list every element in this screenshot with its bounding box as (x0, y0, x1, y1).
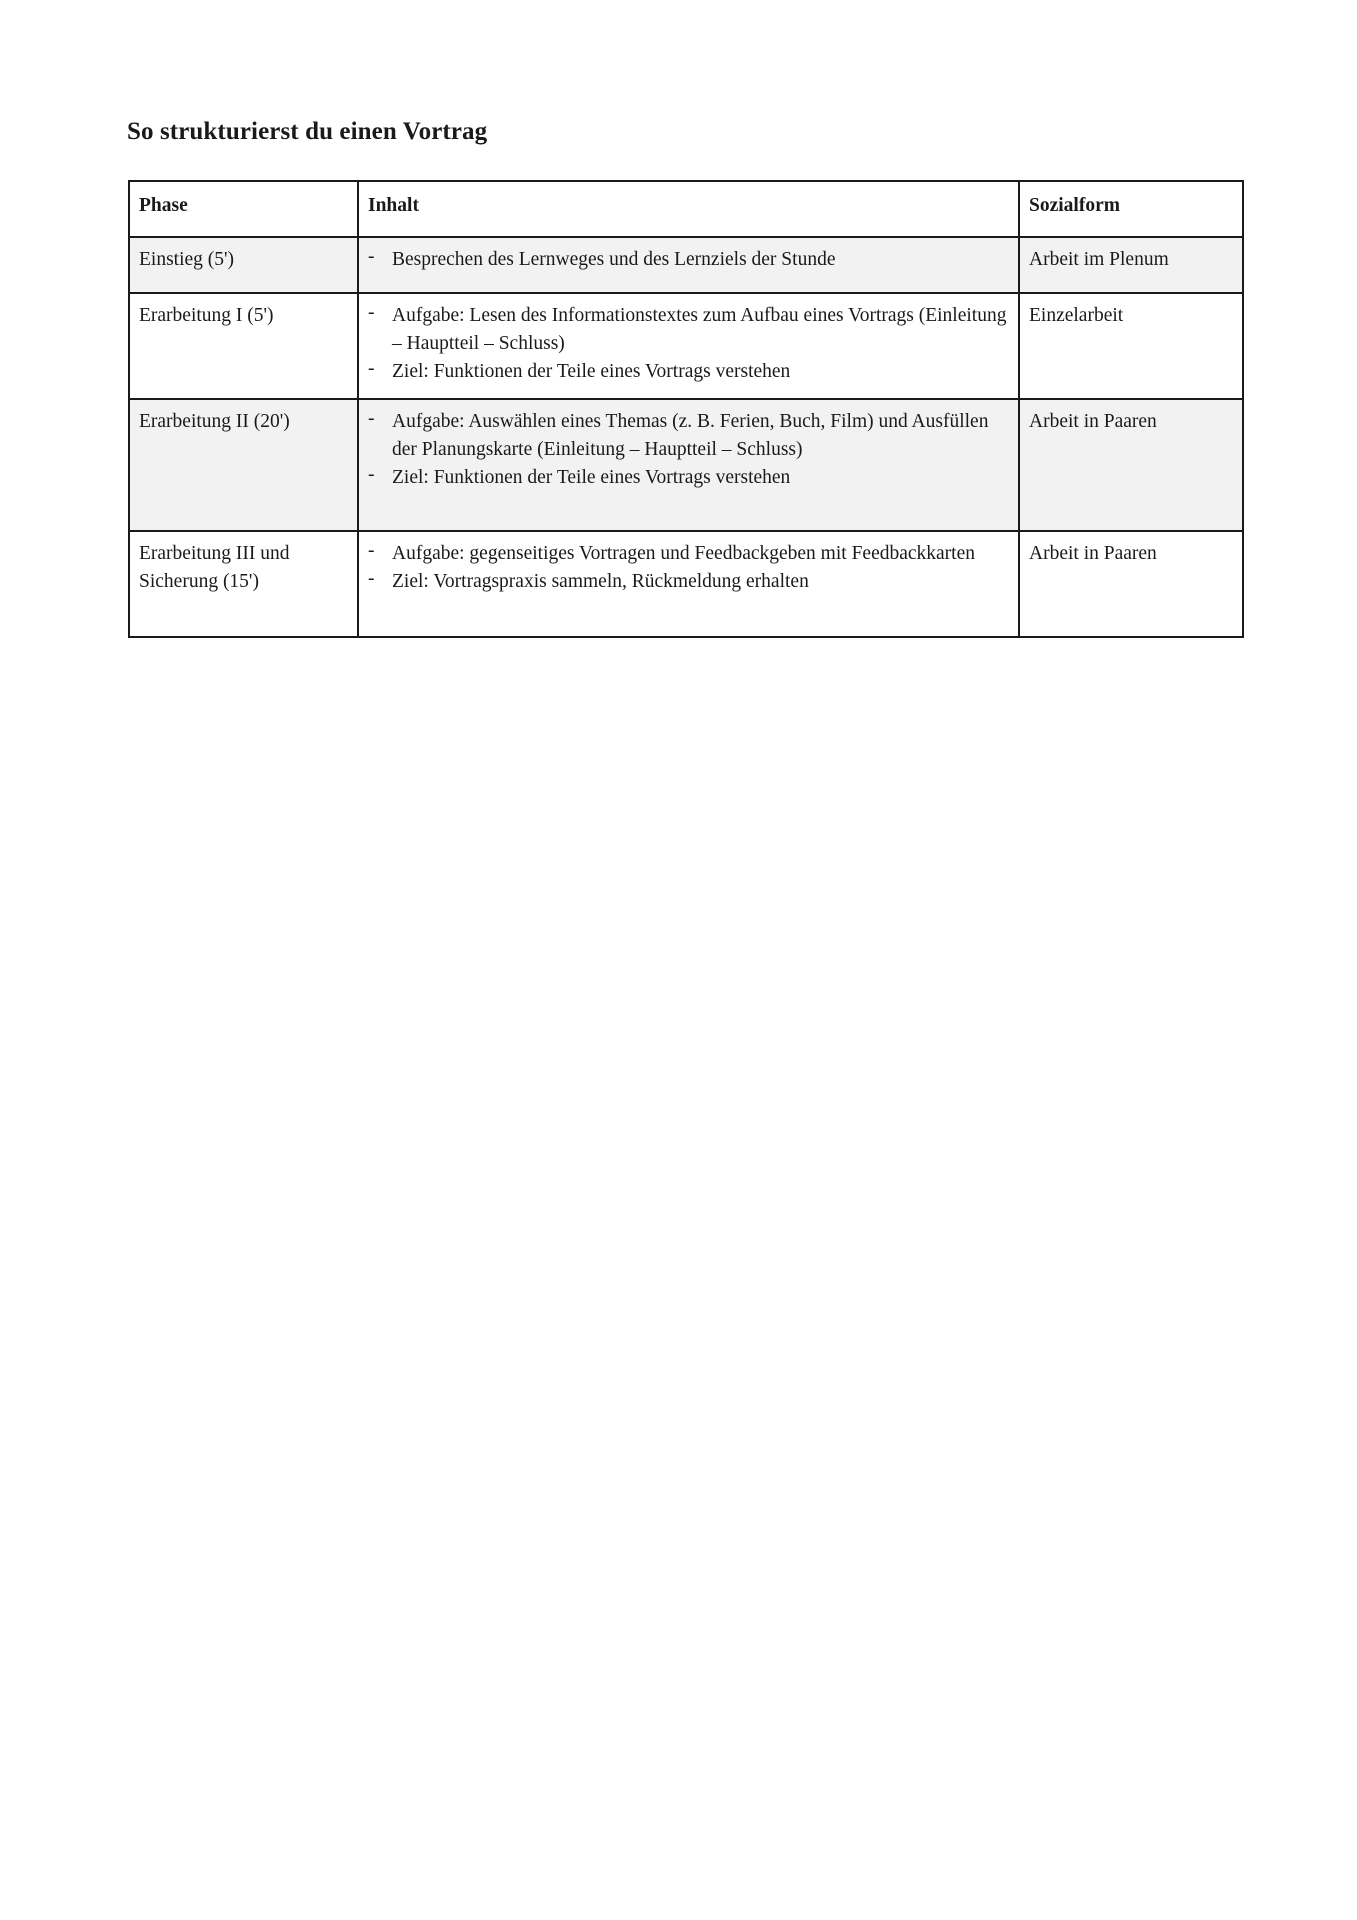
inhalt-cell (358, 531, 1019, 637)
table-row (129, 531, 1243, 637)
sozialform-cell: Arbeit in Paaren (1019, 399, 1243, 531)
header-sozialform: Sozialform (1019, 181, 1243, 237)
inhalt-cell (358, 399, 1019, 531)
list-item: - Aufgabe: gegenseitiges Vortragen und Feedbackgeben mit Feedbackkarten (368, 540, 1009, 568)
phase-cell: Erarbeitung III und Sicherung (15') (129, 531, 358, 637)
phase-cell: Erarbeitung II (20') (129, 399, 358, 531)
inhalt-list (368, 408, 1009, 492)
table-row (129, 293, 1243, 399)
dash-bullet-icon: - (368, 358, 375, 379)
inhalt-cell (358, 293, 1019, 399)
table-header-row (129, 181, 1243, 237)
sozialform-cell: Arbeit in Paaren (1019, 531, 1243, 637)
inhalt-cell (358, 237, 1019, 293)
table-row (129, 237, 1243, 293)
inhalt-list (368, 302, 1009, 386)
dash-bullet-icon: - (368, 408, 375, 429)
inhalt-list (368, 540, 1009, 596)
list-item: - Aufgabe: Lesen des Informationstextes zum Aufbau eines Vortrags (Einleitung – Hauptteil – Schluss) (368, 302, 1009, 358)
sozialform-cell: Arbeit im Plenum (1019, 237, 1243, 293)
lesson-plan-table (128, 180, 1244, 638)
header-phase: Phase (129, 181, 358, 237)
list-item: - Besprechen des Lernweges und des Lernziels der Stunde (368, 246, 1009, 274)
dash-bullet-icon: - (368, 302, 375, 323)
sozialform-cell: Einzelarbeit (1019, 293, 1243, 399)
page-title: So strukturierst du einen Vortrag (127, 118, 488, 145)
list-item: - Ziel: Funktionen der Teile eines Vortrags verstehen (368, 358, 1009, 386)
table-row (129, 399, 1243, 531)
dash-bullet-icon: - (368, 464, 375, 485)
dash-bullet-icon: - (368, 540, 375, 561)
inhalt-list (368, 246, 1009, 274)
phase-cell: Erarbeitung I (5') (129, 293, 358, 399)
dash-bullet-icon: - (368, 246, 375, 267)
header-inhalt: Inhalt (358, 181, 1019, 237)
dash-bullet-icon: - (368, 568, 375, 589)
list-item: - Ziel: Vortragspraxis sammeln, Rückmeldung erhalten (368, 568, 1009, 596)
phase-cell: Einstieg (5') (129, 237, 358, 293)
list-item: - Aufgabe: Auswählen eines Themas (z. B. Ferien, Buch, Film) und Ausfüllen der Planungskarte (Einleitung – Hauptteil – Schluss) (368, 408, 1009, 464)
list-item: - Ziel: Funktionen der Teile eines Vortrags verstehen (368, 464, 1009, 492)
